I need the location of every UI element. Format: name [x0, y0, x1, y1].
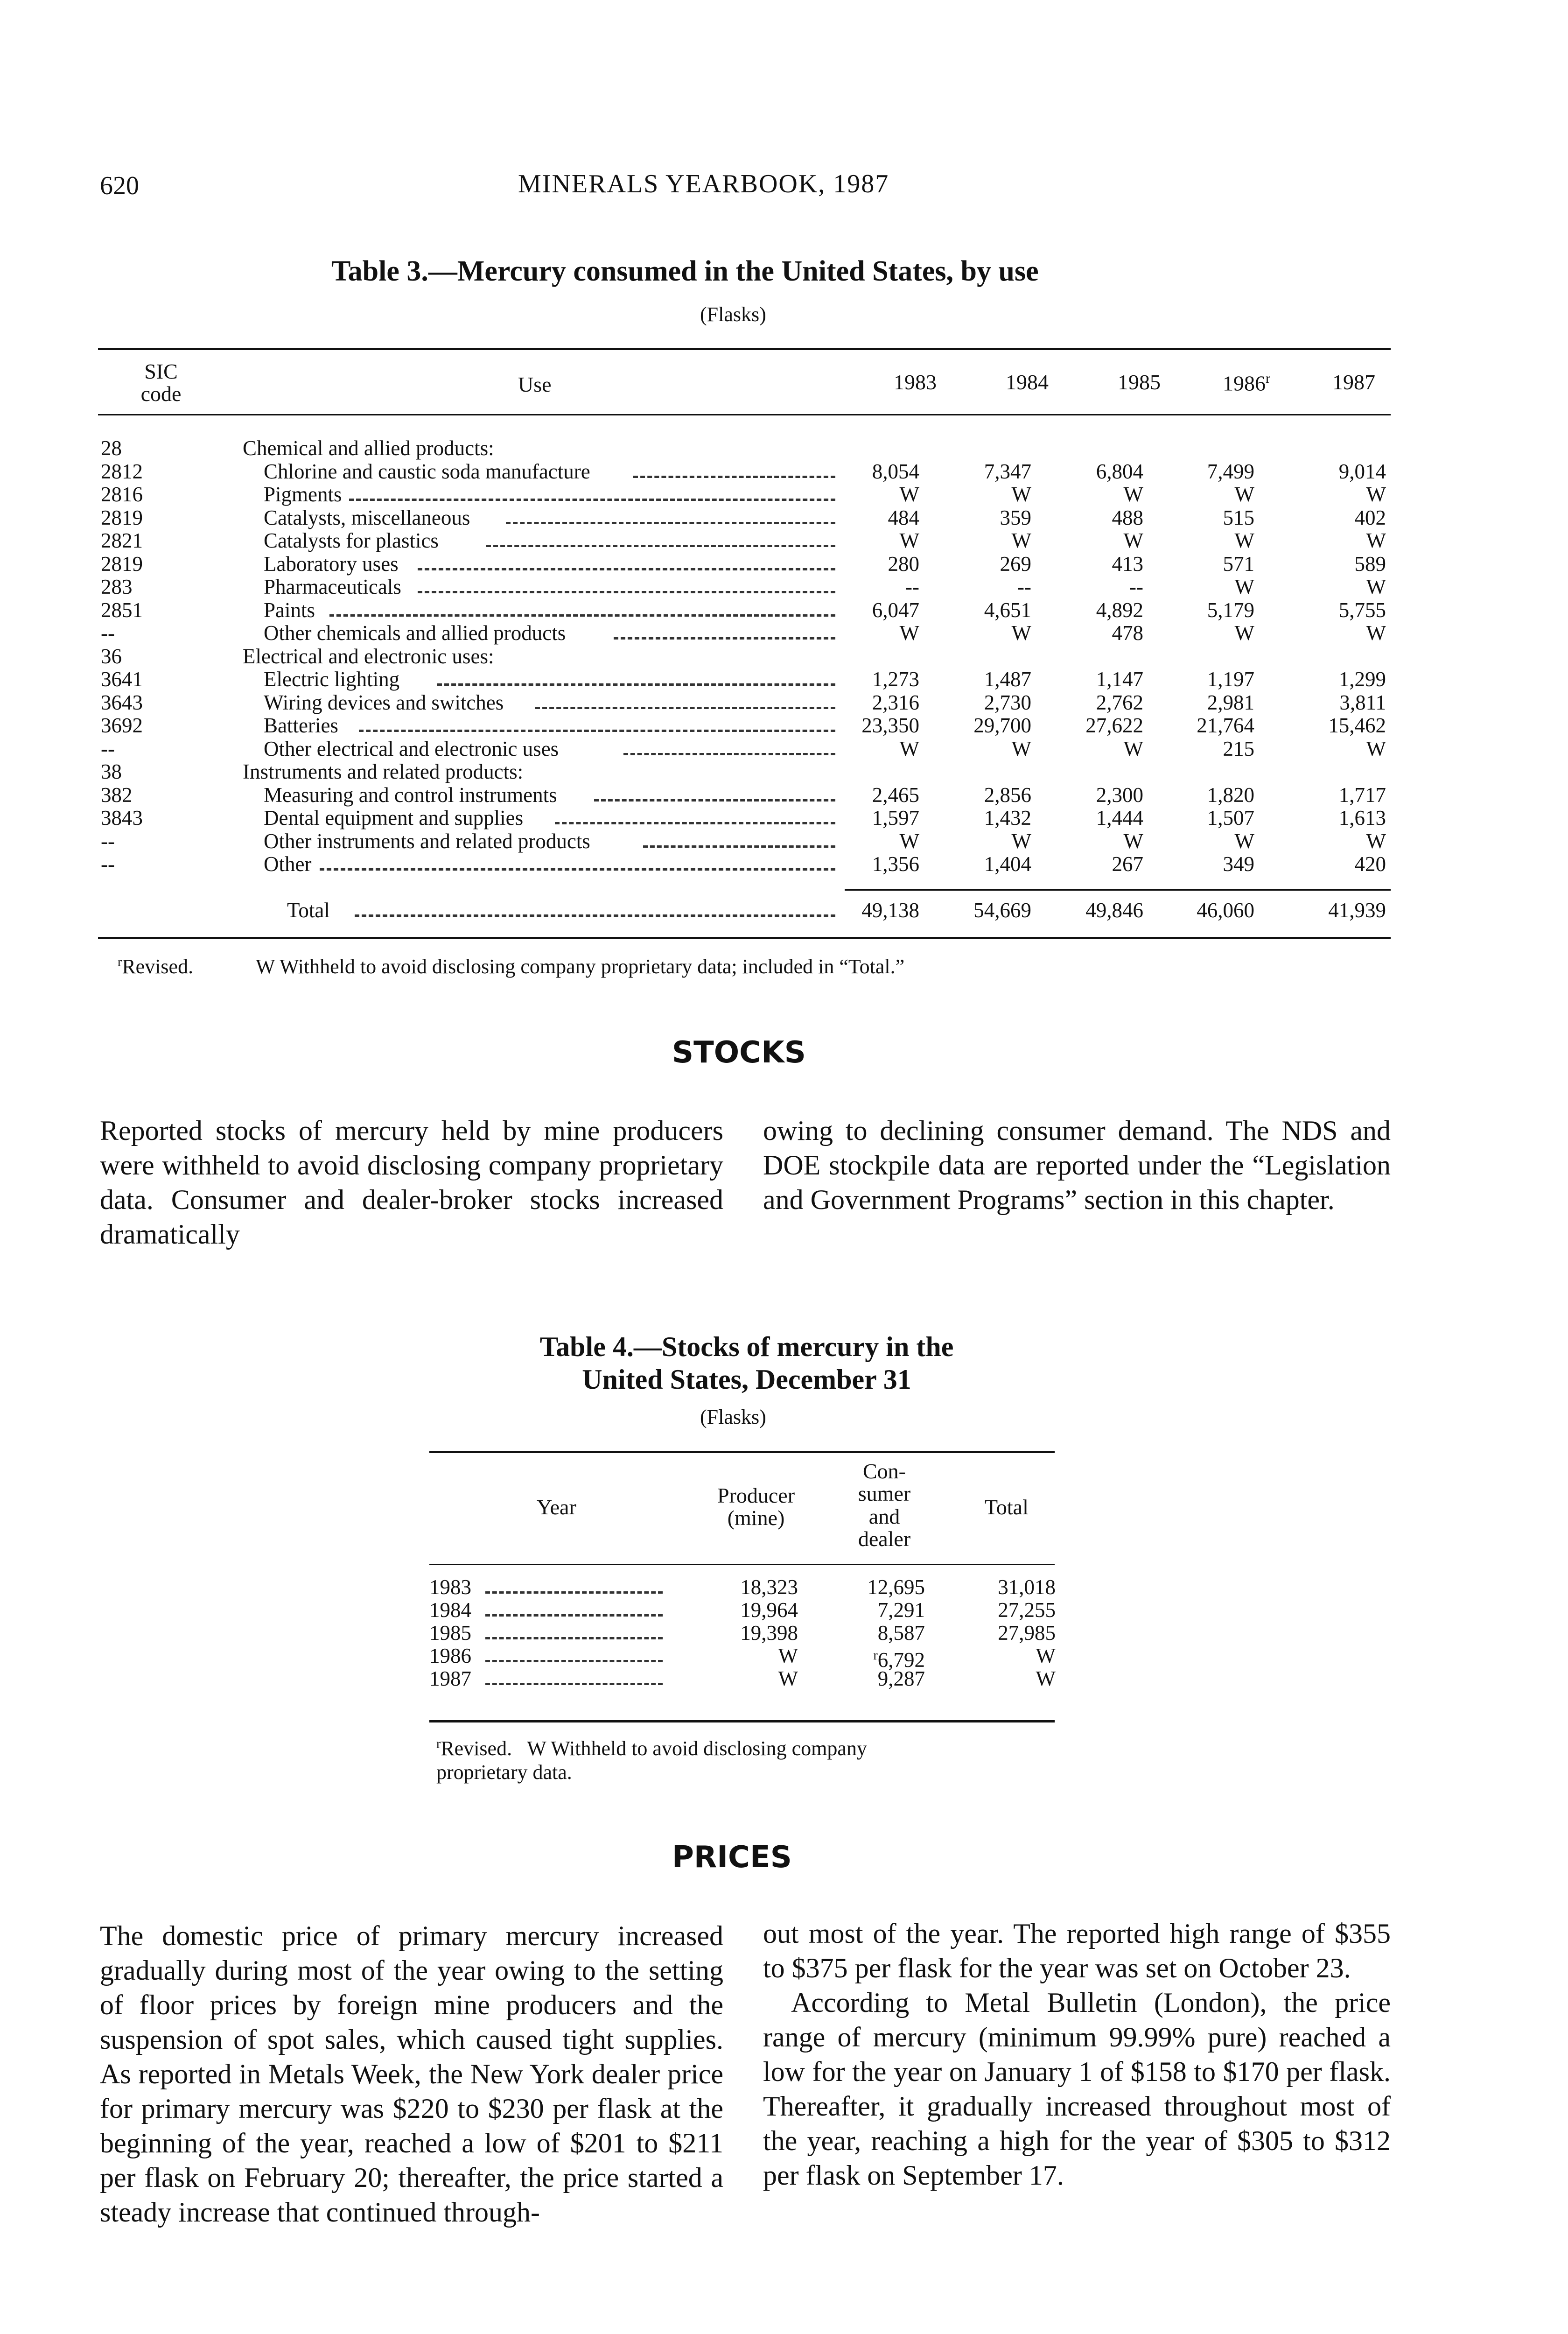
use-label: Catalysts, miscellaneous — [264, 506, 470, 529]
value-cell: 2,762 — [1096, 690, 1143, 714]
table3-row — [0, 760, 1568, 783]
table3-row — [0, 436, 1568, 460]
value-cell: W — [1123, 529, 1143, 552]
leader-dots — [633, 476, 835, 478]
sic-code: 3843 — [101, 806, 143, 830]
total-cell: W — [1036, 1644, 1056, 1667]
total-1987: 41,939 — [1328, 899, 1386, 922]
table3-row — [0, 552, 1568, 576]
sic-code: 36 — [101, 644, 122, 668]
value-cell: 6,804 — [1096, 459, 1143, 483]
value-cell: 1,717 — [1338, 783, 1386, 807]
table3-units: (Flasks) — [700, 303, 766, 326]
value-cell: 1,613 — [1338, 806, 1386, 830]
leader-dots — [437, 683, 835, 686]
value-cell: 215 — [1223, 737, 1254, 760]
value-cell: W — [1234, 529, 1254, 552]
use-label: Other instruments and related products — [264, 829, 590, 853]
leader-dots — [623, 753, 835, 755]
table3-row — [0, 621, 1568, 645]
leader-dots — [555, 822, 835, 824]
sic-code: 283 — [101, 575, 133, 598]
value-cell: 269 — [1000, 552, 1031, 576]
table3-header-1983: 1983 — [894, 370, 937, 394]
value-cell: 488 — [1112, 506, 1143, 529]
use-label: Batteries — [264, 714, 338, 737]
value-cell: W — [1011, 737, 1031, 760]
table3-row — [0, 783, 1568, 807]
value-cell: W — [1366, 483, 1386, 506]
table4-units: (Flasks) — [700, 1406, 766, 1428]
value-cell: 7,347 — [984, 459, 1031, 483]
leader-dots — [355, 914, 835, 917]
use-label: Pharmaceuticals — [264, 575, 401, 598]
producer-cell: 18,323 — [740, 1575, 798, 1599]
value-cell: 1,444 — [1096, 806, 1143, 830]
year-cell: 1984 — [429, 1598, 471, 1622]
use-label: Pigments — [264, 483, 342, 506]
table4-title: Table 4.—Stocks of mercury in the United States, December 31 — [539, 1331, 954, 1395]
value-cell: 15,462 — [1328, 714, 1386, 737]
value-cell: 1,432 — [984, 806, 1031, 830]
leader-dots — [506, 522, 835, 524]
value-cell: W — [1011, 829, 1031, 853]
use-label: Other — [264, 852, 312, 876]
leader-dots — [485, 1683, 663, 1685]
table3-row — [0, 645, 1568, 668]
value-cell: 280 — [888, 552, 919, 576]
total-cell: 31,018 — [998, 1575, 1056, 1599]
table3-row — [0, 575, 1568, 598]
value-cell: 359 — [1000, 506, 1031, 529]
consumer-value: 12,695 — [867, 1575, 925, 1599]
value-cell: W — [1366, 737, 1386, 760]
use-label: Laboratory uses — [264, 552, 399, 576]
table3-row — [0, 691, 1568, 714]
table3-row — [0, 529, 1568, 552]
value-cell: 2,465 — [872, 783, 919, 807]
value-cell: 1,299 — [1338, 668, 1386, 691]
value-cell: W — [899, 621, 919, 645]
table4-header-year: Year — [537, 1495, 576, 1519]
sic-code: 2816 — [101, 483, 143, 506]
producer-cell: 19,398 — [740, 1621, 798, 1645]
sic-code: -- — [101, 829, 115, 853]
table4-header-consumer: Con- sumer and dealer — [858, 1459, 911, 1551]
leader-dots — [485, 1591, 663, 1594]
sic-code: 2812 — [101, 459, 143, 483]
table4-row — [0, 1644, 1568, 1672]
leader-dots — [614, 637, 835, 640]
use-label: Electric lighting — [264, 668, 400, 691]
leader-dots — [594, 799, 835, 801]
table4-header-producer: Producer (mine) — [717, 1483, 795, 1530]
table3-header-1984: 1984 — [1006, 370, 1049, 394]
leader-dots — [320, 868, 835, 871]
value-cell: W — [1366, 529, 1386, 552]
value-cell: 2,856 — [984, 783, 1031, 807]
use-label: Instruments and related products: — [243, 760, 524, 783]
value-cell: 484 — [888, 506, 919, 529]
prices-heading: PRICES — [672, 1840, 792, 1875]
page-number: 620 — [100, 171, 139, 200]
value-cell: W — [1366, 621, 1386, 645]
value-cell: 5,755 — [1338, 598, 1386, 622]
total-label: Total — [287, 899, 330, 922]
revised-mark: r — [873, 1648, 878, 1663]
value-cell: 1,147 — [1096, 668, 1143, 691]
sic-code: 2851 — [101, 598, 143, 622]
value-cell: W — [1234, 483, 1254, 506]
table3-bottom-rule — [98, 937, 1391, 939]
table4-top-rule — [429, 1451, 1055, 1453]
sic-code: 28 — [101, 436, 122, 460]
use-label: Other chemicals and allied products — [264, 621, 566, 645]
leader-dots — [349, 499, 835, 501]
sic-code: 3643 — [101, 690, 143, 714]
table3-row — [0, 852, 1568, 876]
consumer-value: 6,792 — [877, 1648, 925, 1672]
total-1985: 49,846 — [1085, 899, 1143, 922]
value-cell: 1,356 — [872, 852, 919, 876]
table3-row — [0, 598, 1568, 622]
value-cell: W — [1234, 621, 1254, 645]
consumer-value: 8,587 — [877, 1621, 925, 1645]
consumer-cell — [867, 1575, 925, 1599]
value-cell: W — [899, 483, 919, 506]
value-cell: 27,622 — [1085, 714, 1143, 737]
year-cell: 1986 — [429, 1644, 471, 1667]
table4-row — [0, 1667, 1568, 1690]
table4-bottom-rule — [429, 1720, 1055, 1722]
consumer-value: 7,291 — [877, 1598, 925, 1622]
year-cell: 1985 — [429, 1621, 471, 1645]
sic-code: 3641 — [101, 668, 143, 691]
consumer-value: 9,287 — [877, 1667, 925, 1690]
table4-row — [0, 1598, 1568, 1622]
value-cell: 21,764 — [1197, 714, 1254, 737]
use-label: Other electrical and electronic uses — [264, 737, 559, 760]
sic-code: 382 — [101, 783, 133, 807]
table3-header-1986: 1986$^r$ — [1223, 371, 1270, 395]
value-cell: -- — [905, 575, 919, 598]
total-1983: 49,138 — [861, 899, 919, 922]
value-cell: 1,487 — [984, 668, 1031, 691]
year-cell: 1987 — [429, 1667, 471, 1690]
total-cell: 27,255 — [998, 1598, 1056, 1622]
use-label: Measuring and control instruments — [264, 783, 557, 807]
table3-header-1987: 1987 — [1332, 370, 1375, 394]
use-label: Chemical and allied products: — [243, 436, 494, 460]
table3-header-sic: SIC code — [140, 359, 182, 406]
year-cell: 1983 — [429, 1575, 471, 1599]
table3-row — [0, 737, 1568, 760]
leader-dots — [485, 1637, 663, 1639]
leader-dots — [535, 707, 835, 709]
stocks-heading: STOCKS — [672, 1035, 806, 1070]
table4-header-rule — [429, 1564, 1055, 1565]
value-cell: W — [1123, 737, 1143, 760]
revised-mark: r — [1266, 371, 1270, 386]
value-cell: W — [899, 829, 919, 853]
table3-row — [0, 460, 1568, 483]
leader-dots — [418, 568, 835, 570]
table3-row — [0, 668, 1568, 691]
value-cell: W — [1011, 483, 1031, 506]
sic-code: 3692 — [101, 714, 143, 737]
table3-row — [0, 806, 1568, 830]
value-cell: W — [1366, 829, 1386, 853]
value-cell: 8,054 — [872, 459, 919, 483]
table4-footnote: $^r$Revised. W Withheld to avoid disclosing company proprietary data. — [436, 1736, 867, 1784]
total-cell: 27,985 — [998, 1621, 1056, 1645]
table4-row — [0, 1621, 1568, 1645]
producer-cell: 19,964 — [740, 1598, 798, 1622]
use-label: Wiring devices and switches — [264, 690, 504, 714]
value-cell: -- — [1129, 575, 1143, 598]
table3-row — [0, 714, 1568, 737]
value-cell: 420 — [1354, 852, 1386, 876]
leader-dots — [359, 730, 835, 732]
total-cell: W — [1036, 1667, 1056, 1690]
table4-header-total: Total — [985, 1495, 1029, 1519]
stocks-col1: Reported stocks of mercury held by mine producers were withheld to avoid disclosing company proprietary data. Consumer and dealer-broker stocks increased dramatically — [100, 1115, 723, 1250]
value-cell: -- — [1017, 575, 1031, 598]
value-cell: 9,014 — [1338, 459, 1386, 483]
sic-code: 38 — [101, 760, 122, 783]
consumer-cell — [878, 1667, 925, 1690]
table3-header-rule — [98, 414, 1391, 415]
value-cell: 1,404 — [984, 852, 1031, 876]
value-cell: 23,350 — [861, 714, 919, 737]
value-cell: 267 — [1112, 852, 1143, 876]
leader-dots — [329, 614, 835, 617]
value-cell: 6,047 — [872, 598, 919, 622]
value-cell: 5,179 — [1207, 598, 1254, 622]
leader-dots — [485, 1660, 663, 1662]
value-cell: 413 — [1112, 552, 1143, 576]
value-cell: 589 — [1354, 552, 1386, 576]
value-cell: 2,300 — [1096, 783, 1143, 807]
table3-row — [0, 506, 1568, 529]
value-cell: 1,507 — [1207, 806, 1254, 830]
use-label: Catalysts for plastics — [264, 529, 439, 552]
running-title: MINERALS YEARBOOK, 1987 — [518, 169, 889, 198]
value-cell: W — [1234, 575, 1254, 598]
prices-col1: The domestic price of primary mercury increased gradually during most of the year owing to the setting of floor prices by foreign mine producers and the suspension of spot sales, which caused tight supplies. As reported in Metals Week, the New York dealer price for primary mercury was $220 to $230 per flask at the beginning of the year, reached a low of $201 to $211 per flask on February 20; thereafter, the price started a steady increase that continued through- — [100, 1920, 723, 2228]
value-cell: 349 — [1223, 852, 1254, 876]
sic-code: 2819 — [101, 552, 143, 576]
sic-code: -- — [101, 621, 115, 645]
leader-dots — [643, 845, 835, 848]
value-cell: 1,197 — [1207, 668, 1254, 691]
total-1984: 54,669 — [973, 899, 1031, 922]
value-cell: 29,700 — [973, 714, 1031, 737]
value-cell: W — [1123, 483, 1143, 506]
use-label: Dental equipment and supplies — [264, 806, 524, 830]
leader-dots — [418, 591, 835, 593]
leader-dots — [486, 545, 835, 547]
table3-row — [0, 830, 1568, 853]
table4-row — [0, 1575, 1568, 1599]
value-cell: 2,316 — [872, 690, 919, 714]
leader-dots — [485, 1614, 663, 1617]
table3-footnote-w: W Withheld to avoid disclosing company proprietary data; included in “Total.” — [256, 955, 905, 978]
value-cell: 2,981 — [1207, 690, 1254, 714]
table3-footnote-revised: $^r$Revised. — [118, 955, 194, 978]
table3-row — [0, 483, 1568, 506]
use-label: Chlorine and caustic soda manufacture — [264, 459, 590, 483]
table3-title: Table 3.—Mercury consumed in the United States, by use — [331, 255, 1039, 287]
value-cell: 402 — [1354, 506, 1386, 529]
value-cell: 7,499 — [1207, 459, 1254, 483]
value-cell: W — [1366, 575, 1386, 598]
sic-code: 2821 — [101, 529, 143, 552]
table3-header-use: Use — [518, 373, 552, 396]
producer-cell: W — [778, 1644, 798, 1667]
value-cell: 2,730 — [984, 690, 1031, 714]
prices-col2: out most of the year. The reported high range of $355 to $375 per flask for the year was set on October 23. According to Metal Bulletin (London), the price range of mercury (minimum 99.99% pure) reached a low for the year on January 1 of $158 to $170 per flask. Thereafter, it gradually increased throughout most of the year, reaching a high for the year of $305 to $312 per flask on September 17. — [763, 1918, 1391, 2191]
value-cell: 1,820 — [1207, 783, 1254, 807]
value-cell: 1,273 — [872, 668, 919, 691]
sic-code: -- — [101, 737, 115, 760]
stocks-col2: owing to declining consumer demand. The NDS and DOE stockpile data are reported under the “Legislation and Government Programs” section in this chapter. — [763, 1115, 1391, 1215]
total-1986: 46,060 — [1197, 899, 1254, 922]
value-cell: W — [1011, 529, 1031, 552]
consumer-cell — [878, 1598, 925, 1622]
table3-top-rule — [98, 348, 1391, 350]
table3-total-rule — [845, 889, 1391, 891]
use-label: Electrical and electronic uses: — [243, 644, 494, 668]
value-cell: W — [1123, 829, 1143, 853]
value-cell: 3,811 — [1339, 690, 1386, 714]
sic-code: -- — [101, 852, 115, 876]
value-cell: 571 — [1223, 552, 1254, 576]
value-cell: W — [899, 737, 919, 760]
producer-cell: W — [778, 1667, 798, 1690]
value-cell: 478 — [1112, 621, 1143, 645]
sic-code: 2819 — [101, 506, 143, 529]
value-cell: W — [899, 529, 919, 552]
value-cell: 4,651 — [984, 598, 1031, 622]
consumer-cell — [878, 1621, 925, 1645]
value-cell: W — [1234, 829, 1254, 853]
value-cell: 4,892 — [1096, 598, 1143, 622]
value-cell: W — [1011, 621, 1031, 645]
table3-header-1985: 1985 — [1118, 370, 1161, 394]
value-cell: 1,597 — [872, 806, 919, 830]
use-label: Paints — [264, 598, 315, 622]
table3-total-row — [0, 899, 1568, 922]
value-cell: 515 — [1223, 506, 1254, 529]
